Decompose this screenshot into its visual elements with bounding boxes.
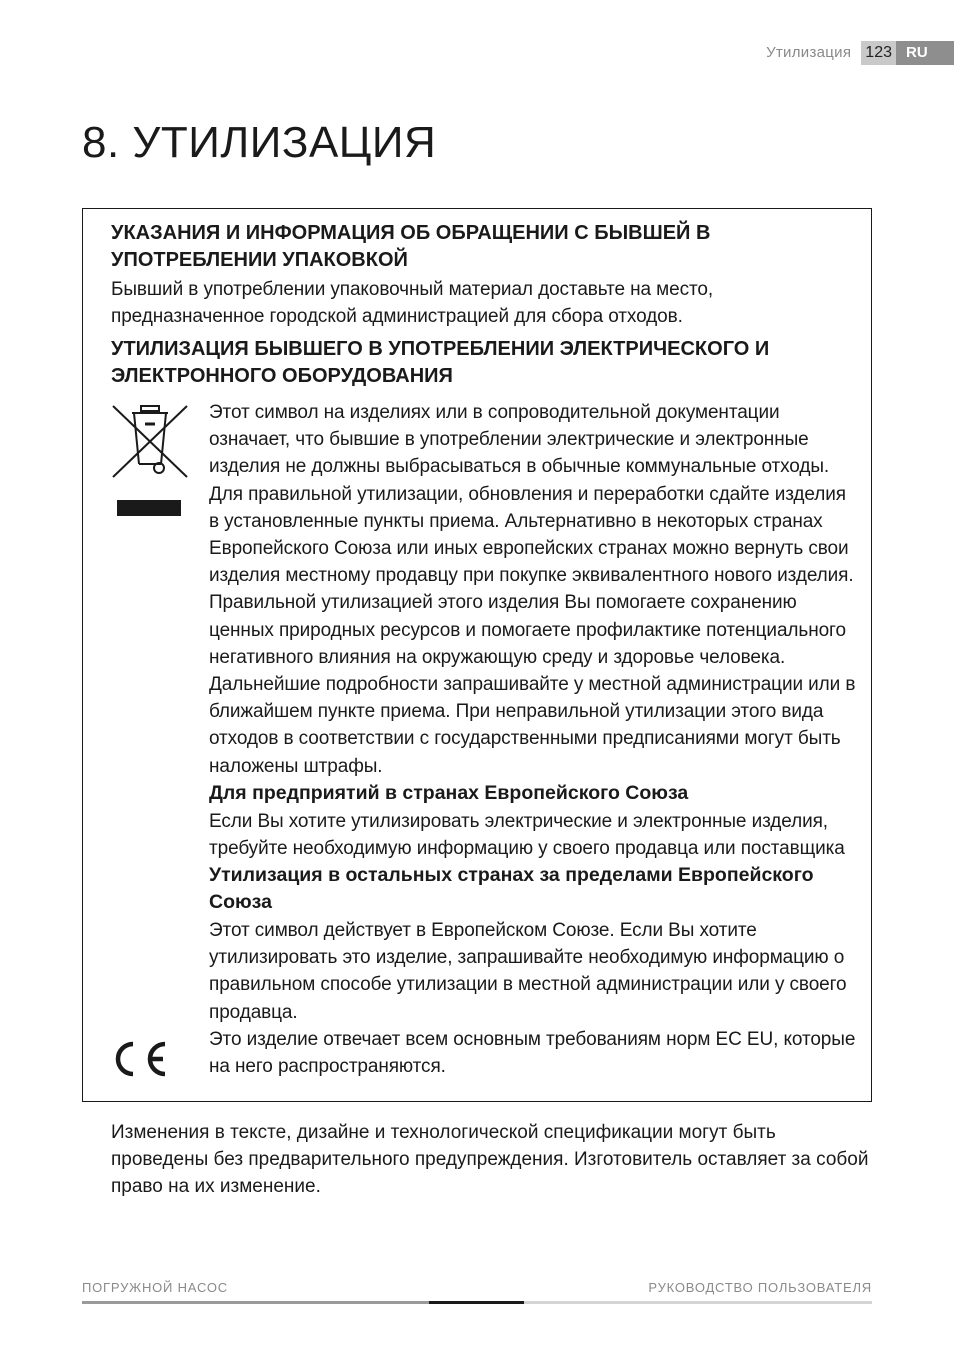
packaging-heading: УКАЗАНИЯ И ИНФОРМАЦИЯ ОБ ОБРАЩЕНИИ С БЫВШЕЙ В УПОТРЕБЛЕНИИ УПАКОВКОЙ <box>111 222 711 271</box>
crossed-out-wheeled-bin-icon <box>111 404 189 479</box>
ce-text: Это изделие отвечает всем основным требованиям норм ЕС EU, которые на него распространяются. <box>209 1029 856 1078</box>
language-badge: RU <box>896 41 954 65</box>
weee-text: Этот символ на изделиях или в сопроводительной документации означает, что бывшие в употреблении электрические и электронные изделия не должны выбрасываться в обычные коммунальные отходы. Для правильной утилизации, обновления и переработки сдайте изделия в установленные пункты приема. Альтернативно в некоторых странах Европейского Союза или иных европейских странах можно вернуть свои изделия местному продавцу при покупке эквивалентного нового изделия. Правильной утилизацией этого изделия Вы помогаете сохранению ценных природных ресурсов и помогаете профилактике потенциального негативного влияния на окружающую среду и здоровье человека. Дальнейшие подробности запрашивайте у местной администрации или в ближайшем пункте приема. При неправильной утилизации этого вида отходов в соответствии с государственными предписаниями могут быть наложены штрафы. <box>209 402 856 777</box>
footer-document: РУКОВОДСТВО ПОЛЬЗОВАТЕЛЯ <box>648 1280 872 1295</box>
eu-heading: Для предприятий в странах Европейского Союза <box>209 782 689 804</box>
footer-line-center <box>429 1301 524 1304</box>
weee-heading: УТИЛИЗАЦИЯ БЫВШЕГО В УПОТРЕБЛЕНИИ ЭЛЕКТРИЧЕСКОГО И ЭЛЕКТРОННОГО ОБОРУДОВАНИЯ <box>111 338 770 387</box>
page-header <box>766 41 954 65</box>
weee-bar <box>117 500 181 516</box>
page-number: 123 <box>861 41 896 65</box>
header-section: Утилизация <box>766 44 852 61</box>
other-heading: Утилизация в остальных странах за пределами Европейского Союза <box>209 864 814 913</box>
footer-line-right <box>524 1301 872 1304</box>
packaging-text: Бывший в употреблении упаковочный материал доставьте на место, предназначенное городской администрацией для сбора отходов. <box>111 279 714 328</box>
footer-product: ПОГРУЖНОЙ НАСОС <box>82 1280 228 1295</box>
other-text: Этот символ действует в Европейском Союзе. Если Вы хотите утилизировать это изделие, запрашивайте необходимую информацию о правильном способе утилизации в местной администрации или у своего продавца. <box>209 920 847 1023</box>
ce-mark-icon <box>111 1039 169 1079</box>
disclaimer-text: Изменения в тексте, дизайне и технологической спецификации могут быть проведены без предварительного предупреждения. Изготовитель оставляет за собой право на их изменение. <box>111 1122 869 1198</box>
disposal-box <box>82 208 872 1102</box>
eu-text: Если Вы хотите утилизировать электрические и электронные изделия, требуйте необходимую информацию у своего продавца или поставщика <box>209 811 845 860</box>
page-title: 8. УТИЛИЗАЦИЯ <box>82 118 437 167</box>
footer-line-left <box>82 1301 429 1304</box>
